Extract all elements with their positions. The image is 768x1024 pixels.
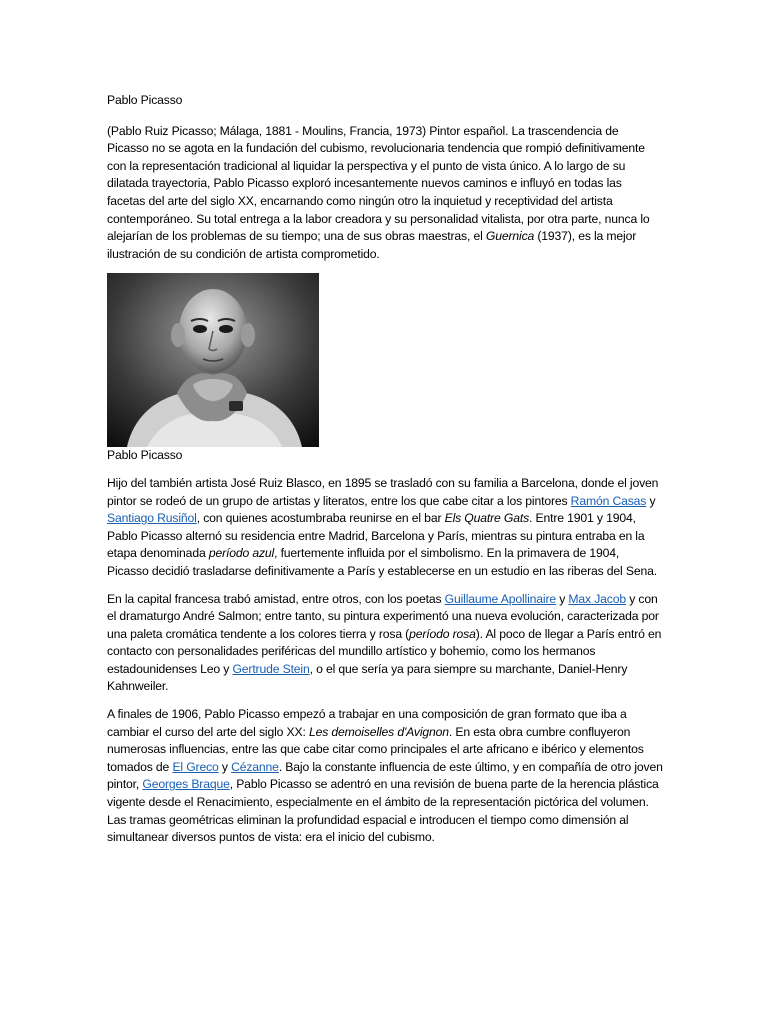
- document-title: Pablo Picasso: [107, 93, 183, 107]
- p2-text-a: Hijo del también artista José Ruiz Blasco, en 1895 se trasladó con su familia a Barcelona, donde el joven pintor se rodeó de un grupo de artistas y literatos, entre los que cabe citar a los pintores: [107, 475, 659, 508]
- portrait-photo: [107, 273, 319, 447]
- p3-text-e: , o el que sería ya para siempre su marchante, Daniel-Henry Kahnweiler.: [107, 661, 628, 694]
- link-ramon-casas[interactable]: Ramón Casas: [570, 493, 647, 508]
- p3-text-b: y: [555, 591, 569, 606]
- p3-periodo-rosa: período rosa: [409, 626, 476, 641]
- link-santiago-rusinol[interactable]: Santiago Rusiñol: [107, 511, 197, 526]
- p4-text-a: A finales de 1906, Pablo Picasso empezó a trabajar en una composición de gran formato que iba a cambiar el curso del arte del siglo XX:: [107, 707, 627, 739]
- link-cezanne[interactable]: Cézanne: [231, 759, 279, 774]
- photo-caption: Pablo Picasso: [107, 448, 183, 463]
- p4-text-d: . Bajo la constante influencia de este último, y en compañía de otro joven pintor,: [107, 759, 663, 792]
- paragraph-paris: [107, 591, 663, 697]
- link-guillaume-apollinaire[interactable]: Guillaume Apollinaire: [444, 591, 556, 606]
- link-georges-braque[interactable]: Georges Braque: [142, 777, 230, 792]
- intro-paragraph: [107, 123, 663, 264]
- p2-text-d: . Entre 1901 y 1904, Pablo Picasso alternó su residencia entre Madrid, Barcelona y París, mientras su pintura entraba en la etapa denominada: [107, 511, 645, 561]
- p3-text-a: En la capital francesa trabó amistad, entre otros, con los poetas: [107, 591, 445, 606]
- intro-text-a: (Pablo Ruiz Picasso; Málaga, 1881 - Moulins, Francia, 1973) Pintor español. La trascendencia de Picasso no se agota en la fundación del cubismo, revolucionaria tendencia que rompió definitivamente con la representación tradicional al liquidar la perspectiva y el punto de vista único. A lo largo de su dilatada trayectoria, Pablo Picasso exploró incesantemente nuevos caminos e influyó en todas las facetas del arte del siglo XX, encarnando como ningún otro la inquietud y receptividad del artista contemporáneo. Su total entrega a la labor creadora y su personalidad vitalista, por otra parte, nunca lo alejarían de los problemas de su tiempo; una de sus obras maestras, el: [107, 123, 650, 244]
- p2-text-c: , con quienes acostumbraba reunirse en el bar: [196, 511, 445, 526]
- p2-text-b: y: [646, 493, 656, 508]
- paragraph-barcelona: [107, 475, 663, 581]
- link-el-greco[interactable]: El Greco: [172, 759, 219, 774]
- p2-periodo-azul: período azul: [208, 546, 275, 561]
- p3-text-d: ). Al poco de llegar a París entró en contacto con personalidades periféricas del mundillo artístico y bohemio, como los hermanos estadounidenses Leo y: [107, 626, 662, 676]
- p4-text-c: y: [218, 759, 232, 774]
- intro-guernica: Guernica: [485, 229, 535, 244]
- link-gertrude-stein[interactable]: Gertrude Stein: [232, 661, 310, 676]
- document-page: [107, 88, 663, 857]
- p4-text-e: , Pablo Picasso se adentró en una revisión de buena parte de la herencia plástica vigente desde el Renacimiento, especialmente en el ámbito de la representación pictórica del volumen. Las tramas geométricas eliminan la profundidad espacial e introducen el tiempo como dimensión al simultanear diversos puntos de vista: era el inicio del cubismo.: [107, 777, 659, 845]
- intro-text-b: (1937), es la mejor ilustración de su condición de artista comprometido.: [107, 229, 637, 261]
- p2-els-quatre-gats: Els Quatre Gats: [444, 511, 530, 526]
- p3-text-c: y con el dramaturgo André Salmon; entre tanto, su pintura experimentó una nueva evolución, caracterizada por una paleta cromática tendente a los colores tierra y rosa (: [107, 591, 659, 641]
- p2-text-e: , fuertemente influida por el simbolismo. En la primavera de 1904, Picasso decidió trasladarse definitivamente a París y establecerse en un estudio en las riberas del Sena.: [107, 546, 657, 578]
- link-max-jacob[interactable]: Max Jacob: [568, 591, 626, 606]
- p4-les-demoiselles: Les demoiselles d'Avignon: [308, 724, 449, 739]
- p4-text-b: . En esta obra cumbre confluyeron numerosas influencias, entre las que cabe citar como principales el arte africano e ibérico y elementos tomados de: [107, 724, 644, 774]
- paragraph-cubism: [107, 706, 663, 847]
